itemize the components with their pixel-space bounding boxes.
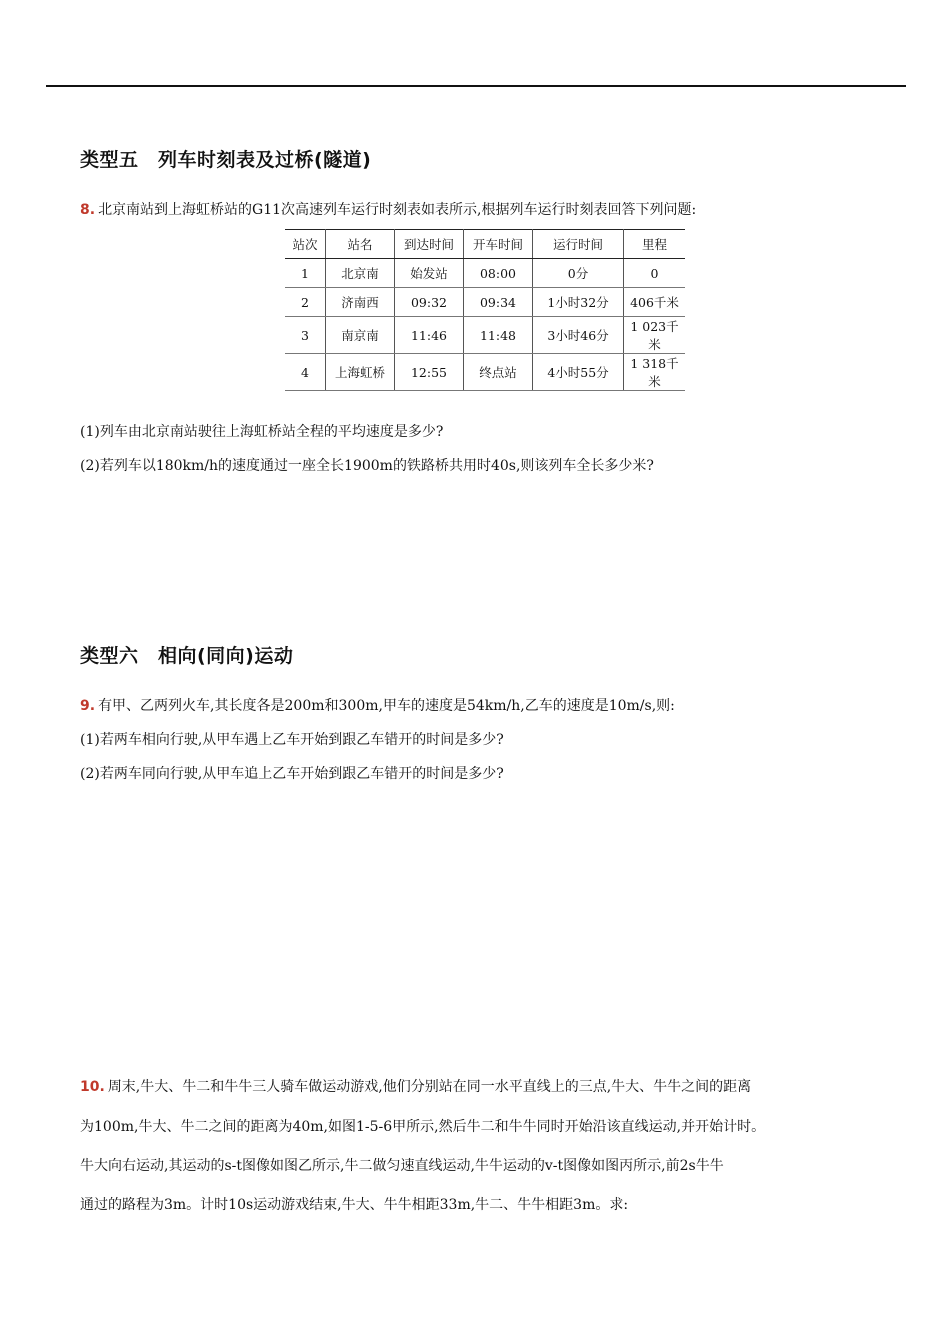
table-cell: 09:34 bbox=[464, 288, 533, 317]
table-cell: 11:48 bbox=[464, 317, 533, 354]
table-cell: 南京南 bbox=[326, 317, 395, 354]
table-header-row bbox=[285, 230, 685, 259]
question-8-text: 北京南站到上海虹桥站的G11次高速列车运行时刻表如表所示,根据列车运行时刻表回答下列问题: bbox=[98, 202, 697, 218]
question-8-number: 8. bbox=[80, 202, 96, 218]
table-cell: 08:00 bbox=[464, 259, 533, 288]
table-cell: 上海虹桥 bbox=[326, 354, 395, 391]
section-six-title: 类型六 相向(同向)运动 bbox=[80, 645, 294, 667]
question-10-line-3: 牛大向右运动,其运动的s-t图像如图乙所示,牛二做匀速直线运动,牛牛运动的v-t图像如图丙所示,前2s牛牛 bbox=[80, 1158, 724, 1174]
header-rule bbox=[46, 85, 906, 87]
table-row bbox=[285, 259, 685, 288]
question-8-stem bbox=[80, 199, 696, 219]
table-cell: 09:32 bbox=[395, 288, 464, 317]
question-10-line-2: 为100m,牛大、牛二之间的距离为40m,如图1-5-6甲所示,然后牛二和牛牛同时开始沿该直线运动,并开始计时。 bbox=[80, 1119, 766, 1135]
table-cell: 3小时46分 bbox=[533, 317, 624, 354]
table-cell: 始发站 bbox=[395, 259, 464, 288]
table-cell: 4 bbox=[285, 354, 326, 391]
table-header-cell: 站名 bbox=[326, 230, 395, 259]
table-row bbox=[285, 317, 685, 354]
table-header-cell: 到达时间 bbox=[395, 230, 464, 259]
table-cell: 北京南 bbox=[326, 259, 395, 288]
table-header-cell: 开车时间 bbox=[464, 230, 533, 259]
table-cell: 406千米 bbox=[624, 288, 686, 317]
question-10-line-1 bbox=[80, 1076, 751, 1096]
question-9-part-2: (2)若两车同向行驶,从甲车追上乙车开始到跟乙车错开的时间是多少? bbox=[80, 766, 504, 782]
table-cell: 1 bbox=[285, 259, 326, 288]
train-timetable bbox=[285, 229, 685, 391]
question-8-part-1: (1)列车由北京南站驶往上海虹桥站全程的平均速度是多少? bbox=[80, 424, 444, 440]
table-header-cell: 运行时间 bbox=[533, 230, 624, 259]
table-row bbox=[285, 288, 685, 317]
table-cell: 11:46 bbox=[395, 317, 464, 354]
table-cell: 1 318千米 bbox=[624, 354, 686, 391]
question-9-part-1: (1)若两车相向行驶,从甲车遇上乙车开始到跟乙车错开的时间是多少? bbox=[80, 732, 504, 748]
table-cell: 4小时55分 bbox=[533, 354, 624, 391]
table-header-cell: 站次 bbox=[285, 230, 326, 259]
question-10-number: 10. bbox=[80, 1079, 105, 1095]
table-cell: 3 bbox=[285, 317, 326, 354]
table-header-cell: 里程 bbox=[624, 230, 686, 259]
section-five-title: 类型五 列车时刻表及过桥(隧道) bbox=[80, 149, 372, 171]
question-10-line-4: 通过的路程为3m。计时10s运动游戏结束,牛大、牛牛相距33m,牛二、牛牛相距3m。求: bbox=[80, 1197, 629, 1213]
table-cell: 1小时32分 bbox=[533, 288, 624, 317]
table-cell: 1 023千米 bbox=[624, 317, 686, 354]
question-8-part-2: (2)若列车以180km/h的速度通过一座全长1900m的铁路桥共用时40s,则该列车全长多少米? bbox=[80, 458, 654, 474]
table-cell: 0 bbox=[624, 259, 686, 288]
table-cell: 终点站 bbox=[464, 354, 533, 391]
question-9-number: 9. bbox=[80, 698, 96, 714]
question-10-text: 周末,牛大、牛二和牛牛三人骑车做运动游戏,他们分别站在同一水平直线上的三点,牛大、牛牛之间的距离 bbox=[107, 1079, 752, 1095]
question-9-stem bbox=[80, 695, 675, 715]
table-cell: 12:55 bbox=[395, 354, 464, 391]
table-row bbox=[285, 354, 685, 391]
table-cell: 济南西 bbox=[326, 288, 395, 317]
table-cell: 0分 bbox=[533, 259, 624, 288]
question-9-text: 有甲、乙两列火车,其长度各是200m和300m,甲车的速度是54km/h,乙车的速度是10m/s,则: bbox=[98, 698, 675, 714]
table-cell: 2 bbox=[285, 288, 326, 317]
